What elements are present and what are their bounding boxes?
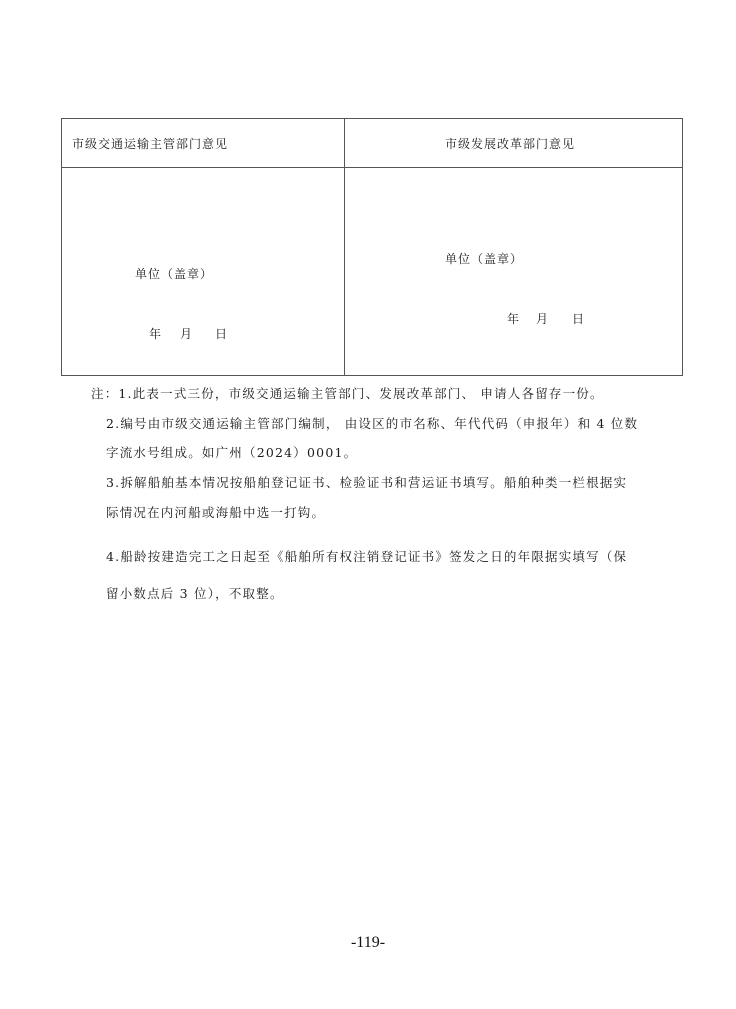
- development-dept-unit-seal: 单位（盖章）: [445, 252, 524, 266]
- note-line-7: 留小数点后 3 位），不取整。: [106, 586, 284, 601]
- development-dept-date-year: 年: [507, 312, 520, 326]
- note-line-1: 注：1.此表一式三份，市级交通运输主管部门、发展改革部门、 申请人各留存一份。: [91, 386, 604, 401]
- development-dept-date-month: 月: [536, 312, 549, 326]
- note-line-6: 4.船龄按建造完工之日起至《船舶所有权注销登记证书》签发之日的年限据实填写（保: [106, 549, 628, 564]
- note-line-3: 字流水号组成。如广州（2024）0001。: [106, 445, 358, 460]
- transport-dept-date-month: 月: [180, 327, 193, 341]
- note-line-2: 2.编号由市级交通运输主管部门编制， 由设区的市名称、年代代码（申报年）和 4 位数: [106, 416, 639, 431]
- transport-dept-opinion-header: 市级交通运输主管部门意见: [72, 137, 229, 151]
- page-number: -119-: [350, 934, 386, 951]
- row-divider: [62, 167, 682, 168]
- approval-table: [61, 118, 683, 376]
- transport-dept-date-year: 年: [149, 327, 162, 341]
- transport-dept-unit-seal: 单位（盖章）: [135, 267, 214, 281]
- transport-dept-date-day: 日: [215, 327, 228, 341]
- note-line-4: 3.拆解船舶基本情况按船舶登记证书、检验证书和营运证书填写。船舶种类一栏根据实: [106, 475, 628, 490]
- note-line-5: 际情况在内河船或海船中选一打钩。: [106, 505, 326, 520]
- development-dept-opinion-header: 市级发展改革部门意见: [445, 137, 576, 151]
- column-divider: [344, 119, 345, 375]
- development-dept-date-day: 日: [572, 312, 585, 326]
